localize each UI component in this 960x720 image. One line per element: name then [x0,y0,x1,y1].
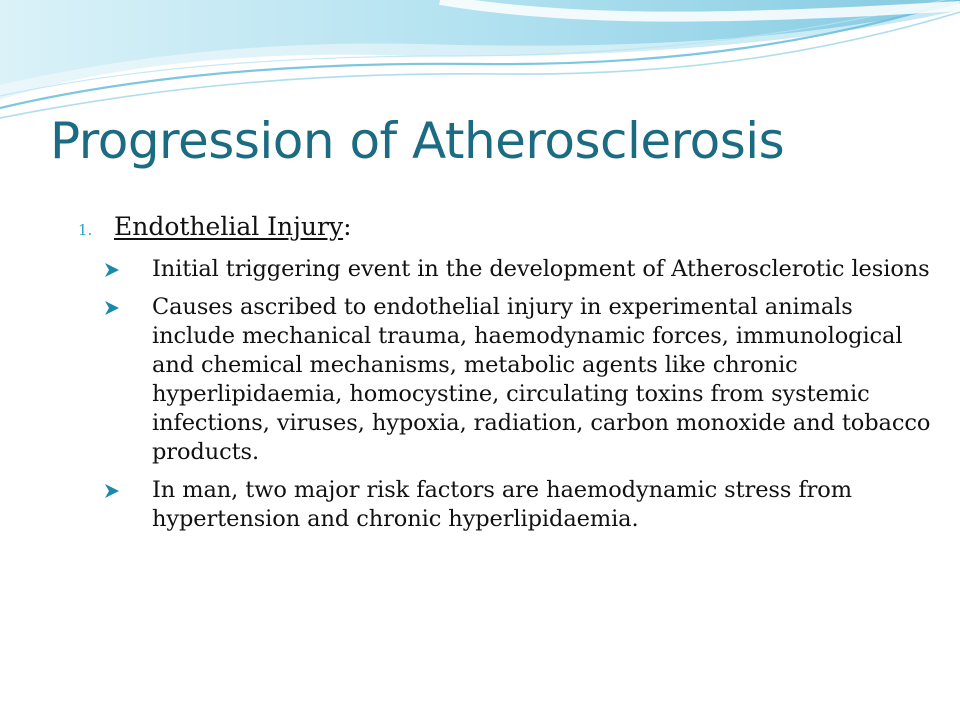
heading-text [114,210,352,244]
heading-label: Endothelial Injury [114,212,344,241]
bullet-item [78,293,938,467]
arrow-bullet-icon [104,484,120,498]
bullet-list [78,255,938,534]
arrow-bullet-icon [104,263,120,277]
bullet-item [78,255,938,284]
slide-body [78,210,938,543]
slide-title: Progression of Atherosclerosis [50,112,785,170]
bullet-text: Initial triggering event in the development of Atherosclerotic lesions [152,256,930,282]
bullet-text: In man, two major risk factors are haemodynamic stress from hypertension and chronic hyperlipidaemia. [152,477,852,532]
decorative-wave-banner [0,0,960,130]
bullet-text: Causes ascribed to endothelial injury in experimental animals include mechanical trauma, haemodynamic forces, immunological and chemical mechanisms, metabolic agents like chronic hyperlipidaemia, homocystine, circulating toxins from systemic infections, viruses, hypoxia, radiation, carbon monoxide and tobacco products. [152,294,931,465]
heading-suffix: : [343,212,352,241]
bullet-item [78,476,938,534]
numbered-heading [78,210,938,247]
arrow-bullet-icon [104,301,120,315]
heading-number: 1. [78,221,93,239]
